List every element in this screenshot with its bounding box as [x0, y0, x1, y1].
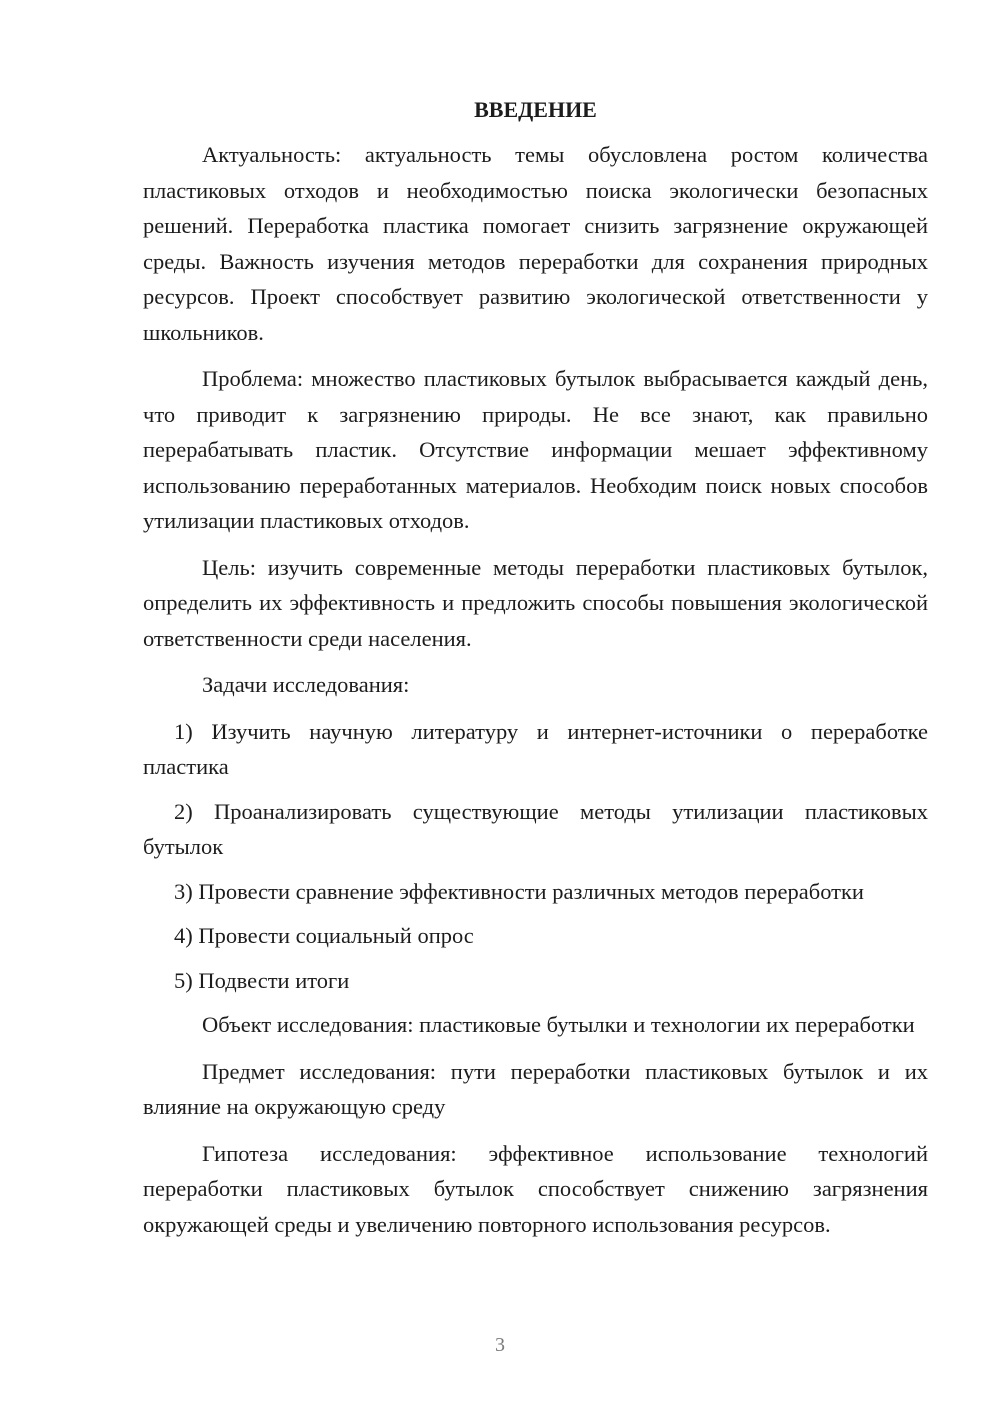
tasks-heading: Задачи исследования:: [202, 672, 410, 697]
problem-paragraph: Проблема: множество пластиковых бутылок выбрасывается каждый день, что приводит к загрязнению природы. Не все знают, как правильно перерабатывать пластик. Отсутствие информации мешает эффективному использованию переработанных материалов. Необходим поиск новых способов утилизации пластиковых отходов.: [143, 366, 928, 533]
task-item: 5) Подвести итоги: [174, 967, 350, 993]
task-item: 1) Изучить научную литературу и интернет-источники о переработке пластика: [143, 718, 928, 779]
page-content: [143, 95, 928, 1253]
task-item: 2) Проанализировать существующие методы утилизации пластиковых бутылок: [143, 798, 928, 859]
subject-paragraph: Предмет исследования: пути переработки пластиковых бутылок и их влияние на окружающую среду: [143, 1058, 928, 1119]
object-paragraph: Объект исследования: пластиковые бутылки и технологии их переработки: [202, 1012, 915, 1037]
page-number: 3: [495, 1334, 505, 1356]
hypothesis-paragraph: Гипотеза исследования: эффективное использование технологий переработки пластиковых бутылок способствует снижению загрязнения окружающей среды и увеличению повторного использования ресурсов.: [143, 1140, 928, 1237]
goal-paragraph: Цель: изучить современные методы переработки пластиковых бутылок, определить их эффективность и предложить способы повышения экологической ответственности среди населения.: [143, 554, 928, 651]
relevance-paragraph: Актуальность: актуальность темы обусловлена ростом количества пластиковых отходов и необходимостью поиска экологически безопасных решений. Переработка пластика помогает снизить загрязнение окружающей среды. Важность изучения методов переработки для сохранения природных ресурсов. Проект способствует развитию экологической ответственности у школьников.: [143, 142, 928, 345]
task-item: 3) Провести сравнение эффективности различных методов переработки: [174, 878, 864, 904]
task-item: 4) Провести социальный опрос: [174, 923, 474, 948]
page-title: ВВЕДЕНИЕ: [474, 97, 597, 122]
